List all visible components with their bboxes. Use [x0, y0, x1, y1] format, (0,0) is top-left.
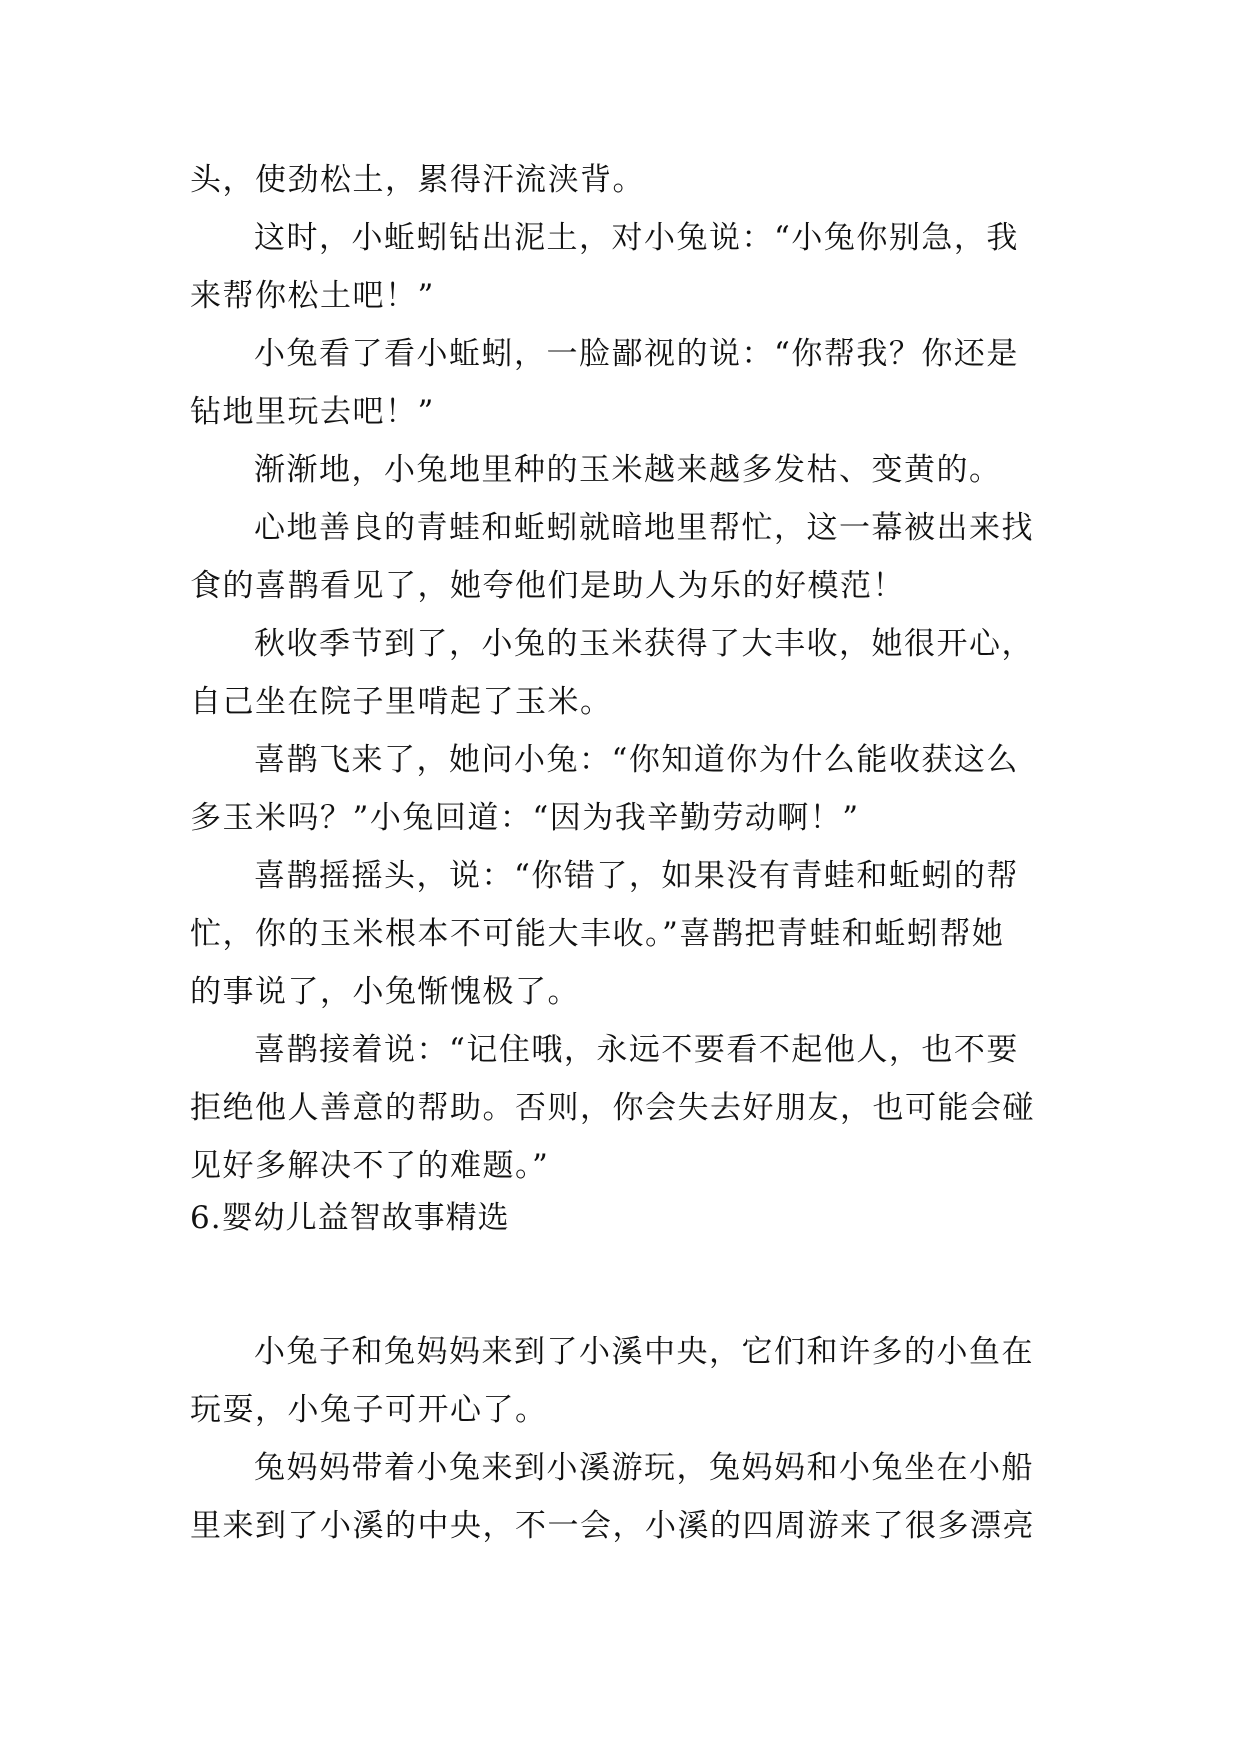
text-line: 多玉米吗？”小兔回道：“因为我辛勤劳动啊！” — [190, 800, 860, 836]
paragraph-start: 秋收季节到了，小兔的玉米获得了大丰收，她很开心， — [254, 626, 1034, 662]
text-line: 里来到了小溪的中央，不一会，小溪的四周游来了很多漂亮 — [190, 1508, 1035, 1544]
text-line: 的事说了，小兔惭愧极了。 — [190, 974, 580, 1010]
text-line: 拒绝他人善意的帮助。否则，你会失去好朋友，也可能会碰 — [190, 1090, 1035, 1126]
text-line: 来帮你松土吧！” — [190, 278, 435, 314]
paragraph-start: 这时，小蚯蚓钻出泥土，对小兔说：“小兔你别急，我 — [254, 220, 1019, 256]
paragraph-start: 喜鹊飞来了，她问小兔：“你知道你为什么能收获这么 — [254, 742, 1019, 778]
text-line: 见好多解决不了的难题。” — [190, 1148, 550, 1184]
text-line: 玩耍，小兔子可开心了。 — [190, 1392, 548, 1428]
paragraph-start: 渐渐地，小兔地里种的玉米越来越多发枯、变黄的。 — [254, 452, 1002, 488]
paragraph-start: 小兔看了看小蚯蚓，一脸鄙视的说：“你帮我？你还是 — [254, 336, 1019, 372]
paragraph-start: 兔妈妈带着小兔来到小溪游玩，兔妈妈和小兔坐在小船 — [254, 1450, 1034, 1486]
paragraph-start: 小兔子和兔妈妈来到了小溪中央，它们和许多的小鱼在 — [254, 1334, 1034, 1370]
text-line: 钻地里玩去吧！” — [190, 394, 435, 430]
paragraph-start: 心地善良的青蛙和蚯蚓就暗地里帮忙，这一幕被出来找 — [254, 510, 1034, 546]
paragraph-start: 喜鹊摇摇头，说：“你错了，如果没有青蛙和蚯蚓的帮 — [254, 858, 1019, 894]
text-line: 食的喜鹊看见了，她夸他们是助人为乐的好模范！ — [190, 568, 905, 604]
text-line: 头，使劲松土，累得汗流浃背。 — [190, 162, 645, 198]
text-line: 自己坐在院子里啃起了玉米。 — [190, 684, 613, 720]
paragraph-start: 喜鹊接着说：“记住哦，永远不要看不起他人，也不要 — [254, 1032, 1019, 1068]
section-heading: 6.婴幼儿益智故事精选 — [190, 1200, 510, 1236]
text-line: 忙，你的玉米根本不可能大丰收。”喜鹊把青蛙和蚯蚓帮她 — [190, 916, 1005, 952]
